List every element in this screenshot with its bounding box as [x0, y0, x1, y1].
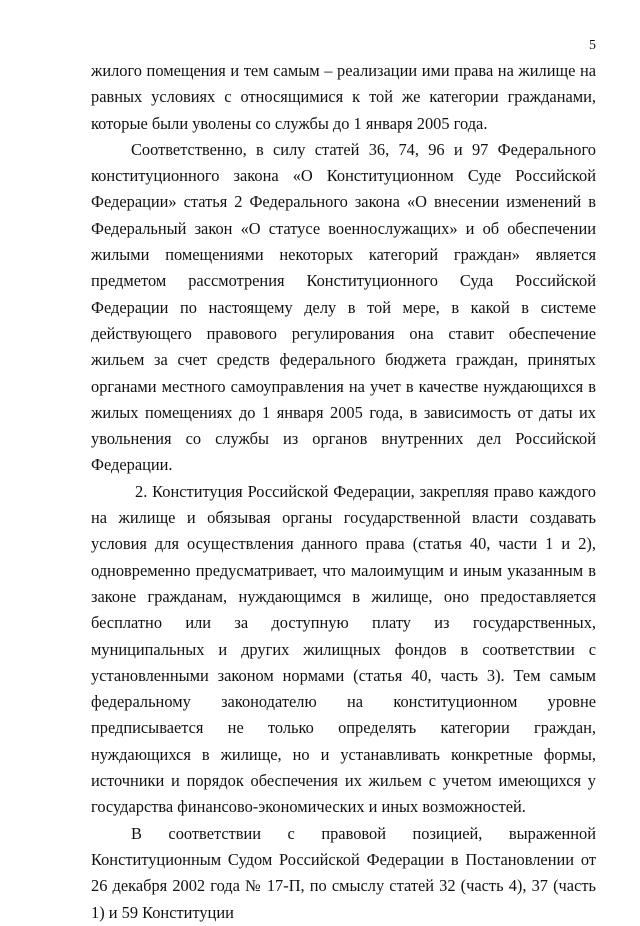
paragraph-subject-of-review: Соответственно, в силу статей 36, 74, 96 и 97 Федерального конституционного закона «О Конституционном Суде Российской Федерации» статья 2 Федерального закона «О внесении изменений в Федеральный закон «О статусе военнослужащих» и об обеспечении жилыми помещениями некоторых категорий граждан» является предметом рассмотрения Конституционного Суда Российской Федерации по настоящему делу в той мере, в какой в системе действующего правового регулирования она ставит обеспечение жильем за счет средств федерального бюджета граждан, принятых органами местного самоуправления на учет в качестве нуждающихся в жилых помещениях до 1 января 2005 года, в зависимость от даты их увольнения со службы из органов внутренних дел Российской Федерации. — [91, 139, 596, 475]
paragraph-continuation: жилого помещения и тем самым – реализации ими права на жилище на равных условиях с относящимися к той же категории гражданами, которые были уволены со службы до 1 января 2005 года. — [91, 61, 596, 133]
paragraph-section-2: 2. Конституция Российской Федерации, закрепляя право каждого на жилище и обязывая органы государственной власти создавать условия для осуществления данного права (статья 40, части 1 и 2), одновременно предусматривает, что малоимущим и иным указанным в законе гражданам, нуждающимся в жилище, оно предоставляется бесплатно или за доступную плату из государственных, муниципальных и других жилищных фондов в соответствии с установленными законом нормами (статья 40, часть 3). Тем самым федеральному законодателю на конституционном уровне предписывается не только определять категории граждан, нуждающихся в жилище, но и устанавливать конкретные формы, источники и порядок обеспечения их жильем с учетом имеющихся у государства финансово-экономических и иных возможностей. — [91, 481, 596, 817]
document-body — [91, 58, 596, 926]
paragraph-legal-position: В соответствии с правовой позицией, выраженной Конституционным Судом Российской Федерации в Постановлении от 26 декабря 2002 года № 17-П, по смыслу статей 32 (часть 4), 37 (часть 1) и 59 Конституции — [91, 823, 596, 922]
page-number: 5 — [589, 38, 596, 53]
